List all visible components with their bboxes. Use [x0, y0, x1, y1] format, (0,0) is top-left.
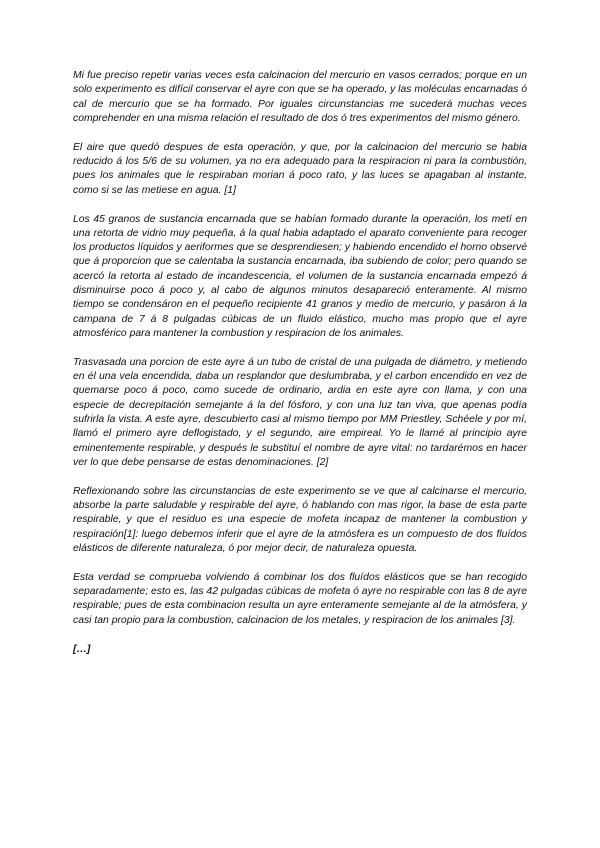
document-body [73, 69, 527, 657]
paragraph-reflection: Reflexionando sobre las circunstancias de este experimento se ve que al calcinarse el mercurio, absorbe la parte saludable y respirable del ayre, ó hablando con mas rigor, la base de esta parte respirable, y que el residuo es una especie de mofeta incapaz de mantener la combustion y respiración[1]: luego debemos inferir que el ayre de la atmósfera es un compuesto de dos fluídos elásticos de diferente naturaleza, ó por mejor decir, de naturaleza opuesta. [73, 485, 527, 554]
paragraph-recombination: Esta verdad se comprueba volviendo á combinar los dos fluídos elásticos que se han recogido separadamente; esto es, las 42 pulgadas cúbicas de mofeta ó ayre no respirable con las 8 de ayre respirable; pues de esta combinacion resulta un ayre enteramente semejante al de la atmósfera, y casi tan propio para la combustion, calcinacion de los metales, y respiracion de los animales [3]. [73, 571, 528, 626]
paragraph-vital-air: Trasvasada una porcion de este ayre á un tubo de cristal de una pulgada de diámetro, y metiendo en él una vela encendida, daba un resplandor que deslumbraba, y el carbon encendido en vez de quemarse poco á poco, como sucede de ordinario, ardia en este ayre con llama, y con una especie de decrepitación semejante á la del fósforo, y con una luz tan viva, que apenas podía sufrirla la vista. A este ayre, descubierto casi al mismo tiempo por MM Priestley, Schéele y por mí, llamó el primero ayre deflogistado, y el segundo, aire empireal. Yo le llamé al principio ayre eminentemente respirable, y después le substituí el nombre de ayre vital: no tardarémos en hacer ver lo que debe pensarse de estas denominaciones. [2] [73, 356, 527, 468]
ellipsis-marker: […] [73, 643, 91, 655]
paragraph-red-substance-heating: Los 45 granos de sustancia encarnada que se habían formado durante la operación, los metí en una retorta de vidrio muy pequeña, á la qual habia adaptado el aparato conveniente para recoger los productos líquidos y aeriformes que se desprendiesen; y habiendo encendido el horno observé que á proporcion que se calentaba la sustancia encarnada, iba subiendo de color; pero quando se acercó la retorta al estado de incandescencia, el volumen de la sustancia encarnada empezó á disminuirse poco á poco y, al cabo de algunos minutos desapareció enteramente. Al mismo tiempo se condensáron en el pequeño recipiente 41 granos y medio de mercurio, y pasáron á la campana de 7 á 8 pulgadas cúbicas de un fluido elástico, mucho mas propio que el ayre atmosférico para mantener la combustion y respiracion de los animales. [73, 213, 527, 339]
paragraph-calcination-repeat: Mi fue preciso repetir varias veces esta calcinacion del mercurio en vasos cerrados; porque en un solo experimento es difícil conservar el ayre con que se ha operado, y las moléculas encarnadas ó cal de mercurio que se ha formado. Por iguales circunstancias me sucederá muchas veces comprehender en una misma relación el resultado de dos ó tres experimentos del mismo género. [73, 70, 527, 124]
paragraph-remaining-air: El aire que quedó despues de esta operación, y que, por la calcinacion del mercurio se habia reducido á los 5/6 de su volumen, ya no era adequado para la respiracion ni para la combustión, pues los animales que le respiraban morian á poco rato, y las luces se apagaban al instante, como si se las metiese en agua. [1] [73, 141, 527, 196]
